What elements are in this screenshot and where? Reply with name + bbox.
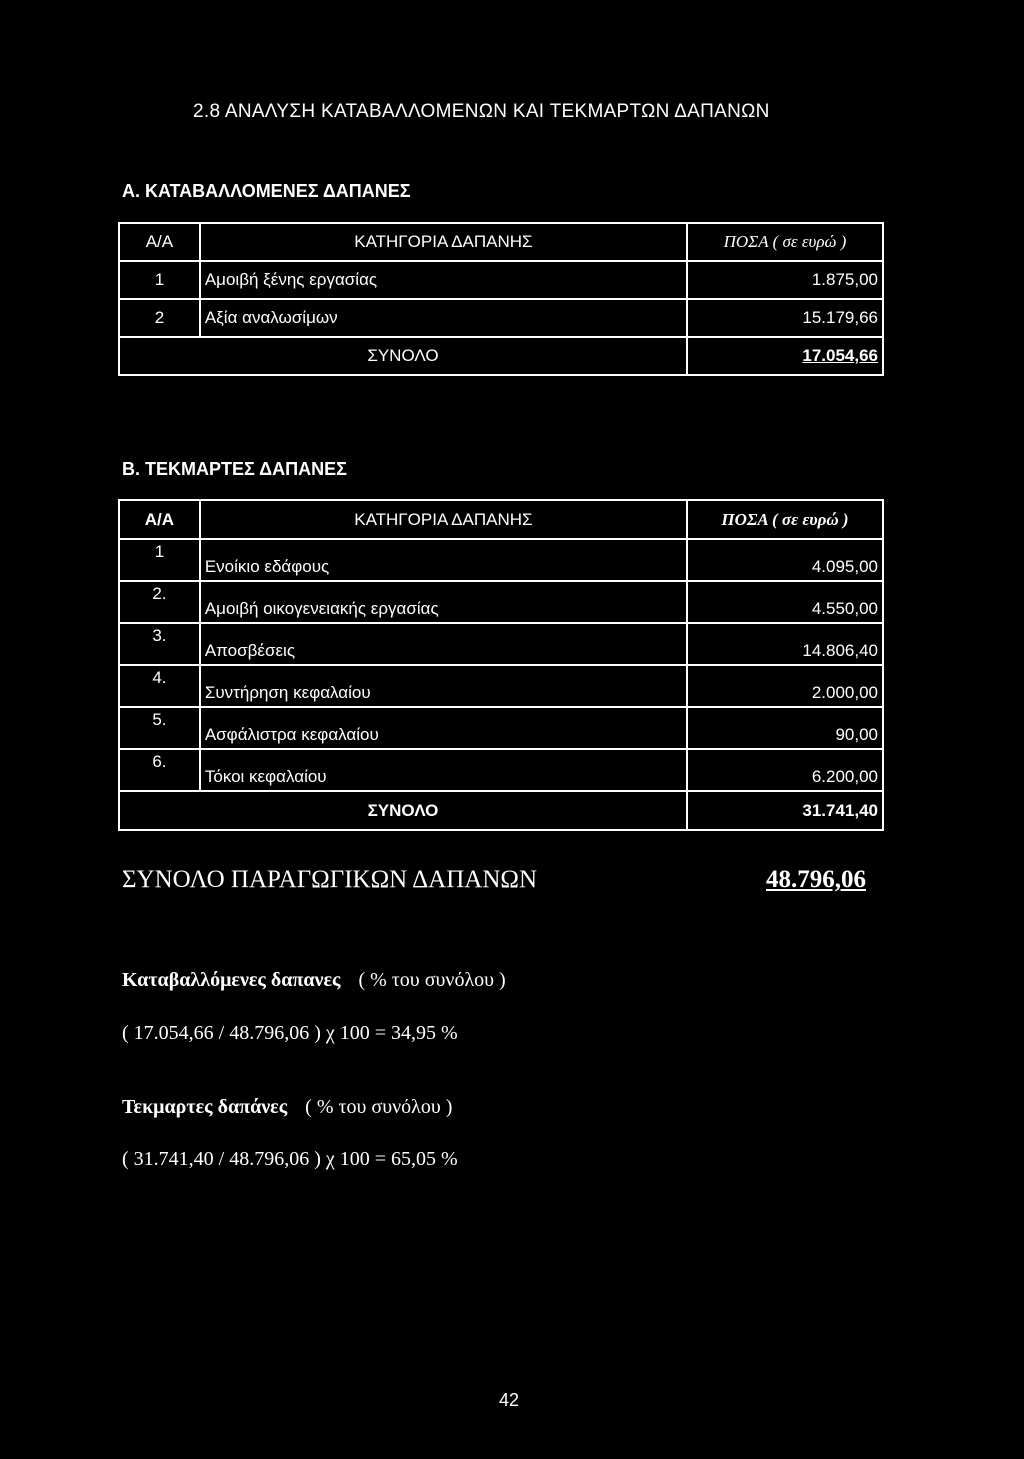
row-num: 4.	[119, 665, 200, 707]
row-amount: 4.095,00	[687, 539, 883, 581]
imputed-share-title: Τεκμαρτες δαπάνες	[122, 1096, 288, 1118]
section-a-title: Α. ΚΑΤΑΒΑΛΛΟΜΕΝΕΣ ΔΑΠΑΝΕΣ	[122, 181, 411, 201]
row-amount: 14.806,40	[687, 623, 883, 665]
table-row	[119, 707, 883, 749]
row-category: Αμοιβή οικογενειακής εργασίας	[200, 581, 687, 623]
row-category: Συντήρηση κεφαλαίου	[200, 665, 687, 707]
header-amount: ΠΟΣΑ ( σε ευρώ )	[687, 500, 883, 539]
row-num: 1	[119, 539, 200, 581]
row-num: 1	[119, 261, 200, 299]
imputed-expenses-table	[118, 499, 884, 831]
row-num: 2.	[119, 581, 200, 623]
table-row	[119, 539, 883, 581]
productive-total-value: 48.796,06	[766, 866, 866, 893]
row-category: Τόκοι κεφαλαίου	[200, 749, 687, 791]
table-row	[119, 261, 883, 299]
row-num: 6.	[119, 749, 200, 791]
paid-share-title: Καταβαλλόμενες δαπανες	[122, 969, 341, 991]
imputed-share-heading	[122, 1096, 452, 1119]
row-category: Αποσβέσεις	[200, 623, 687, 665]
table-row	[119, 665, 883, 707]
row-category: Αμοιβή ξένης εργασίας	[200, 261, 687, 299]
paid-expenses-table	[118, 222, 884, 376]
table-row	[119, 623, 883, 665]
table-header-row	[119, 223, 883, 261]
header-amount: ΠΟΣΑ ( σε ευρώ )	[687, 223, 883, 261]
row-category: Αξία αναλωσίμων	[200, 299, 687, 337]
imputed-share-calculation: ( 31.741,40 / 48.796,06 ) χ 100 = 65,05 %	[122, 1148, 458, 1170]
row-num: 5.	[119, 707, 200, 749]
row-amount: 6.200,00	[687, 749, 883, 791]
row-amount: 90,00	[687, 707, 883, 749]
paid-share-calculation: ( 17.054,66 / 48.796,06 ) χ 100 = 34,95 %	[122, 1022, 458, 1044]
imputed-share-note: ( % του συνόλου )	[305, 1096, 453, 1118]
row-num: 2	[119, 299, 200, 337]
row-category: Ασφάλιστρα κεφαλαίου	[200, 707, 687, 749]
row-category: Ενοίκιο εδάφους	[200, 539, 687, 581]
total-value: 17.054,66	[687, 337, 883, 375]
header-num: Α/Α	[119, 500, 200, 539]
row-amount: 1.875,00	[687, 261, 883, 299]
page-number: 42	[499, 1390, 520, 1410]
header-num: Α/Α	[119, 223, 200, 261]
header-category: ΚΑΤΗΓΟΡΙΑ ΔΑΠΑΝΗΣ	[200, 500, 687, 539]
row-num: 3.	[119, 623, 200, 665]
paid-share-note: ( % του συνόλου )	[358, 969, 506, 991]
row-amount: 2.000,00	[687, 665, 883, 707]
header-category: ΚΑΤΗΓΟΡΙΑ ΔΑΠΑΝΗΣ	[200, 223, 687, 261]
table-row	[119, 299, 883, 337]
table-total-row	[119, 791, 883, 830]
table-row	[119, 581, 883, 623]
section-b-title: Β. ΤΕΚΜΑΡΤΕΣ ΔΑΠΑΝΕΣ	[122, 459, 347, 479]
table-row	[119, 749, 883, 791]
table-header-row	[119, 500, 883, 539]
productive-total-label: ΣΥΝΟΛΟ ΠΑΡΑΓΩΓΙΚΩΝ ΔΑΠΑΝΩΝ	[122, 866, 538, 893]
total-label: ΣΥΝΟΛΟ	[119, 791, 687, 830]
row-amount: 15.179,66	[687, 299, 883, 337]
table-total-row	[119, 337, 883, 375]
page-title: 2.8 ΑΝΑΛΥΣΗ ΚΑΤΑΒΑΛΛΟΜΕΝΩΝ ΚΑΙ ΤΕΚΜΑΡΤΩΝ ΔΑΠΑΝΩΝ	[193, 101, 770, 122]
total-value: 31.741,40	[687, 791, 883, 830]
row-amount: 4.550,00	[687, 581, 883, 623]
total-label: ΣΥΝΟΛΟ	[119, 337, 687, 375]
paid-share-heading	[122, 969, 506, 992]
